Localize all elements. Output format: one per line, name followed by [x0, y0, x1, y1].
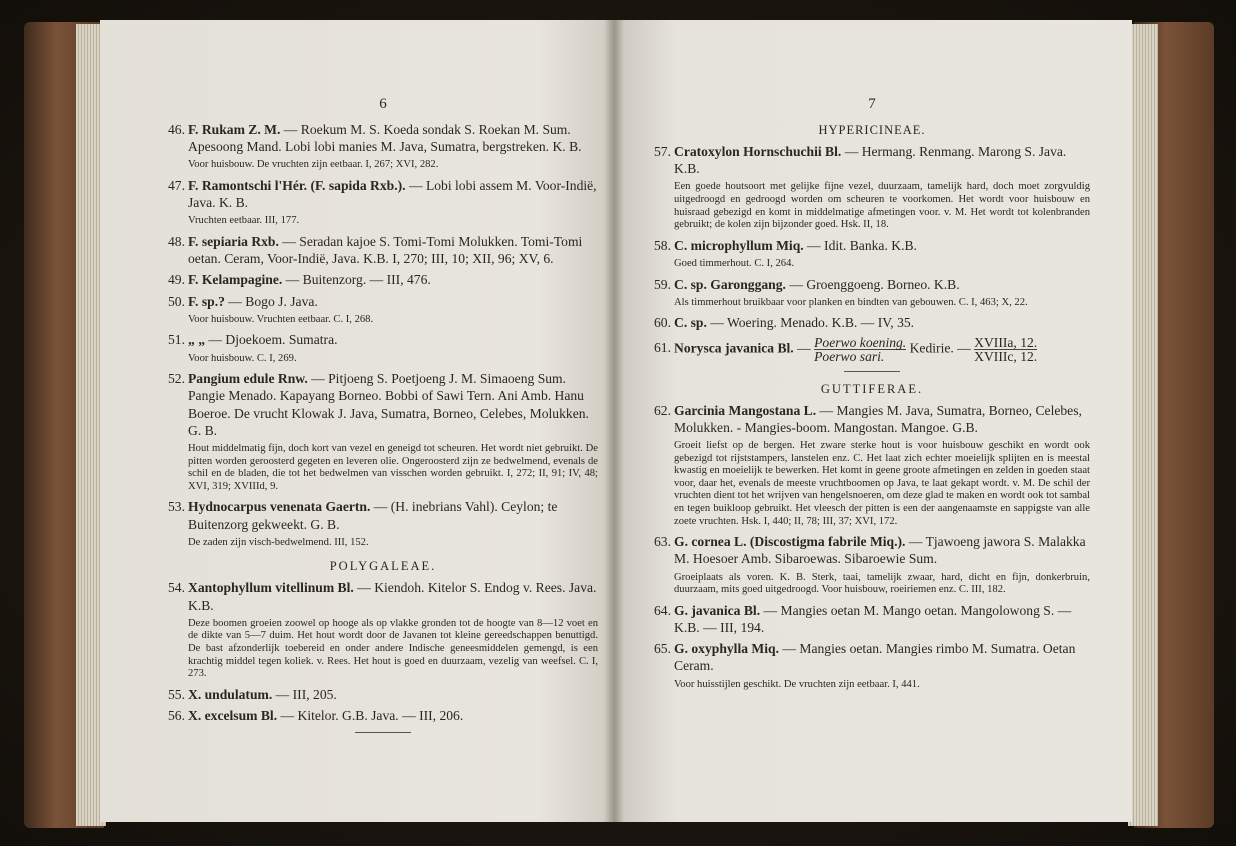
entry-note: Vruchten eetbaar. III, 177. — [188, 215, 300, 227]
entry-number: 63. — [654, 534, 671, 550]
species-name: C. microphyllum Miq. — [674, 237, 804, 253]
page-number: 7 — [868, 96, 876, 112]
species-name: F. Rukam Z. M. — [188, 122, 281, 137]
entry-number: 47. — [168, 178, 185, 193]
entry-text: — Idit. Banka. K.B. — [803, 237, 917, 253]
references — [974, 336, 1037, 363]
entry-64 — [654, 602, 1090, 636]
species-name: G. cornea L. (Discostigma fabrile Miq.). — [674, 534, 906, 550]
entry-text: — Groenggoeng. Borneo. K.B. — [785, 276, 960, 292]
entry-text: — Buitenzorg. — III, 476. — [282, 272, 431, 288]
species-name: C. sp. — [674, 315, 707, 331]
entry-text: — (H. inebrians Vahl). Ceylon; te Buitenzorg gekweekt. G. B. — [188, 499, 558, 532]
entry-number: 50. — [168, 293, 185, 309]
entry-text: — III, 205. — [272, 686, 337, 702]
entry-59 — [654, 276, 1090, 293]
entry-number: 46. — [168, 122, 185, 137]
entry-63 — [654, 533, 1090, 567]
entry-number: 62. — [654, 402, 671, 418]
entry-number: 57. — [654, 144, 671, 159]
entry-list — [168, 579, 598, 724]
entry-note: Een goede houtsoort met gelijke fijne vezel, duurzaam, tamelijk hard, doch moet zorgvuldig uitgedroogd en gedroogd worden om scheuren te voorkomen. Het wordt voor huisbouw en huisraad gebezigd en komt in middelmatige afmetingen voor. v. M. Het wordt tot kolenbranden gebruikt; de kolen zijn bijzonder goed. Hsk. II, 18. — [674, 181, 1090, 231]
entry-number: 54. — [168, 580, 185, 596]
book-gutter — [604, 20, 624, 822]
entry-50 — [168, 293, 598, 310]
entry-note: Voor huisstijlen geschikt. De vruchten zijn eetbaar. I, 441. — [674, 678, 920, 690]
entry-55 — [168, 686, 598, 703]
entry-57 — [654, 143, 1090, 177]
species-name: Cratoxylon Hornschuchii Bl. — [674, 144, 842, 159]
entry-46 — [168, 121, 598, 155]
entry-text: — Mangies oetan. Mangies rimbo M. Sumatra. Oetan Ceram. — [674, 641, 1076, 674]
entry-note: Voor huisbouw. C. I, 269. — [188, 352, 297, 364]
entry-58 — [654, 237, 1090, 254]
entry-text: — Djoekoem. Sumatra. — [205, 332, 338, 348]
species-name: C. sp. Garonggang. — [674, 276, 786, 292]
entry-text: — Hermang. Renmang. Marong S. Java. K.B. — [674, 144, 1067, 177]
entry-text: — Pitjoeng S. Poetjoeng J. M. Simaoeng Sum. Pangie Menado. Kapayang Borneo. Bobbi of Sawi Tern. Ani Amb. Hanu Boeroe. De vrucht Klowak J. Java, Sumatra, Borneo, Celebes, Molukken. G. B. — [188, 371, 589, 438]
entry-48 — [168, 233, 598, 267]
entry-dash: — — [793, 340, 815, 356]
entry-text: — Kiendoh. Kitelor S. Endog v. Rees. Java. K.B. — [188, 580, 597, 613]
entry-number: 56. — [168, 707, 185, 723]
page-edges-right — [1128, 24, 1158, 826]
species-name: Pangium edule Rnw. — [188, 371, 308, 387]
right-page-content — [654, 96, 1090, 696]
entry-text: — Tjawoeng jawora S. Malakka M. Hoesoer Amb. Sibaroewas. Sibaroewie Sum. — [674, 534, 1086, 567]
entry-47 — [168, 177, 598, 211]
left-page — [100, 20, 614, 822]
entry-number: 59. — [654, 276, 671, 292]
species-name: F. Kelampagine. — [188, 272, 283, 288]
entry-note: De zaden zijn visch-bedwelmend. III, 152. — [188, 536, 369, 548]
entry-number: 55. — [168, 686, 185, 702]
species-name: F. sepiaria Rxb. — [188, 234, 279, 249]
entry-52 — [168, 370, 598, 439]
species-name: F. sp.? — [188, 293, 225, 309]
entry-note: Deze boomen groeien zoowel op hooge als op vlakke gronden tot de hoogte van 8—12 voet en de dikte van 5—7 duim. Het hout wordt door de Javanen tot kleine gereedschappen benuttigd. De bast afzonderlijk toebereid en onder andere Indische geneesmiddelen gemengd, is een krachtig middel tegen koliek. v. Rees. Het hout is goed en duurzaam, vezelig van weefsel. C. I, 273. — [188, 617, 598, 680]
entry-note: Hout middelmatig fijn, doch kort van vezel en geneigd tot scheuren. Het wordt niet gebruikt. De pitten worden geroosterd gegeten en leveren olie. Ongeroosterd zijn ze bedwelmend, evenals de schil en de bladen, die tot het bedwelmen van visschen worden gebruikt. I, 272; II, 91; IV, 48; XVI, 319; XVIIId, 9. — [188, 443, 598, 492]
entry-number: 51. — [168, 332, 185, 348]
entry-53 — [168, 498, 598, 532]
entry-number: 60. — [654, 315, 671, 331]
species-name: Xantophyllum vitellinum Bl. — [188, 580, 354, 596]
species-name: „ „ — [188, 332, 205, 348]
entry-56 — [168, 707, 598, 724]
entry-text: — Kitelor. G.B. Java. — III, 206. — [277, 707, 464, 723]
entry-number: 52. — [168, 371, 185, 387]
entry-text: — Lobi lobi assem M. Voor-Indië, Java. K. B. — [188, 178, 597, 211]
entry-text: — Woering. Menado. K.B. — IV, 35. — [706, 315, 915, 331]
entry-list — [654, 143, 1090, 332]
section-heading-hypericineae: HYPERICINEAE. — [818, 123, 926, 137]
entry-number: 65. — [654, 641, 671, 657]
species-name: G. oxyphylla Miq. — [674, 641, 779, 657]
vernacular-name-top: Poerwo koening. — [814, 334, 907, 350]
entry-note: Voor huisbouw. Vruchten eetbaar. C. I, 268. — [188, 313, 374, 325]
right-page — [614, 20, 1132, 822]
species-name: F. Ramontschi l'Hér. (F. sapida Rxb.). — [188, 178, 406, 193]
entry-list — [654, 402, 1090, 692]
species-name: X. undulatum. — [188, 686, 273, 702]
entry-note: Als timmerhout bruikbaar voor planken en bindten van gebouwen. C. I, 463; X, 22. — [674, 296, 1028, 308]
species-name: Hydnocarpus venenata Gaertn. — [188, 499, 371, 515]
entry-text: — Mangies oetan M. Mango oetan. Mangolowong S. — K.B. — III, 194. — [674, 602, 1072, 635]
entry-number: 49. — [168, 272, 185, 288]
left-page-content — [168, 96, 598, 743]
entry-note: Groeiplaats als voren. K. B. Sterk, taai, tamelijk zwaar, hard, dicht en fijn, donkerbruin, duurzaam, mits goed uitgedroogd. Voor huisbouw, roeiriemen enz. C. III, 182. — [674, 571, 1090, 596]
entry-54 — [168, 579, 598, 613]
vernacular-name-bottom: Poerwo sari. — [814, 348, 885, 364]
entry-61 — [654, 336, 1090, 363]
reference-top: XVIIIa, 12. — [974, 334, 1038, 350]
entry-62 — [654, 402, 1090, 436]
reference-bottom: XVIIIc, 12. — [974, 348, 1038, 364]
entry-number: 53. — [168, 499, 185, 515]
species-name: Garcinia Mangostana L. — [674, 402, 817, 418]
entry-number: 64. — [654, 602, 671, 618]
entry-65 — [654, 640, 1090, 674]
entry-text: — Mangies M. Java, Sumatra, Borneo, Celebes, Molukken. - Mangies-boom. Mangostan. Mangoe. G.B. — [674, 402, 1082, 435]
page-number: 6 — [379, 96, 387, 112]
entry-number: 58. — [654, 237, 671, 253]
section-divider — [844, 371, 900, 372]
entry-60 — [654, 314, 1090, 331]
entry-note: Groeit liefst op de bergen. Het zware sterke hout is voor huisbouw geschikt en wordt ook gebezigd tot rijststampers, lanstelen enz. C. Het laat zich echter moeielijk splijten en is meestal kwastig en moeielijk te bewerken. Het komt in geene groote afmetingen en zelden in goeden staat voor, daar het, evenals de meeste vruchtboomen op Java, te laat gekapt wordt. v. M. De schil der vruchten dient tot het wrijven van hengelsnoeren, om deze glad te maken en wordt ook tot sambal en tegen buikloop gebruikt. Het vleesch der pitten is een der aangenaamste en sappigste van alle zoete vruchten. Hsk. I, 440; II, 78; III, 37; XVI, 172. — [674, 439, 1090, 527]
entry-place: Kedirie. — — [906, 340, 975, 356]
entry-49 — [168, 271, 598, 288]
section-divider — [355, 732, 411, 733]
entry-51 — [168, 331, 598, 348]
entry-text: — Bogo J. Java. — [224, 293, 318, 309]
entry-list — [168, 121, 598, 549]
entry-number: 48. — [168, 234, 185, 249]
entry-note: Voor huisbouw. De vruchten zijn eetbaar. I, 267; XVI, 282. — [188, 159, 439, 171]
species-name: Norysca javanica Bl. — [674, 340, 794, 356]
species-name: G. javanica Bl. — [674, 602, 761, 618]
section-heading-guttiferae: GUTTIFERAE. — [820, 381, 924, 396]
entry-note: Goed timmerhout. C. I, 264. — [674, 257, 795, 269]
species-name: X. excelsum Bl. — [188, 707, 278, 723]
entry-number: 61. — [654, 340, 671, 356]
entry-text: — Roekum M. S. Koeda sondak S. Roekan M. Sum. Apesoong Mand. Lobi lobi manies M. Java, Sumatra, bergstreken. K. B. — [188, 122, 582, 155]
section-heading-polygaleae: POLYGALEAE. — [329, 559, 437, 574]
vernacular-names — [814, 336, 906, 363]
entry-text: — Seradan kajoe S. Tomi-Tomi Molukken. Tomi-Tomi oetan. Ceram, Voor-Indië, Java. K.B. I, 270; III, 10; XII, 96; XV, 6. — [188, 234, 583, 267]
